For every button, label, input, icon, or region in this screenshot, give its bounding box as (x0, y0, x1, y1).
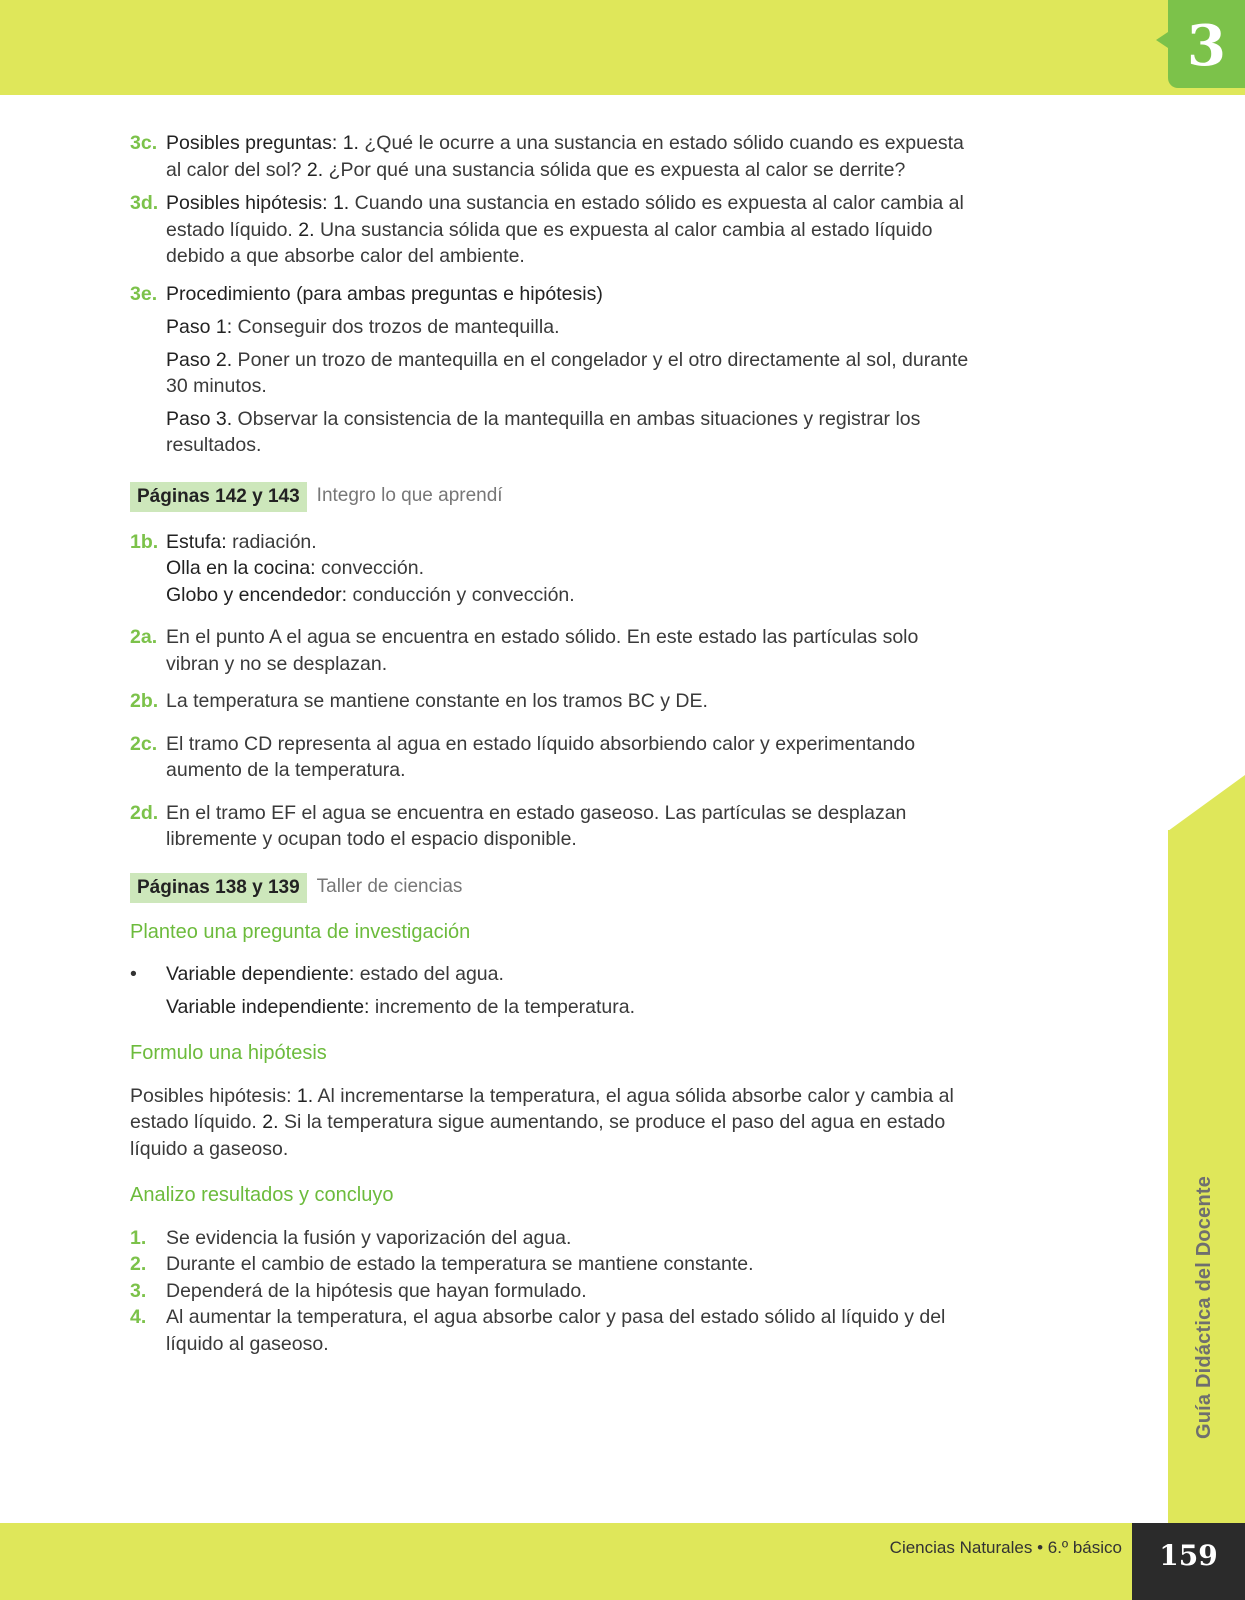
item-label: 1b. (130, 530, 159, 553)
item-text: ¿Qué le ocurre a una sustancia en estado sólido cuando es expuesta al calor del sol? (166, 132, 964, 181)
item-text: El tramo CD representa al agua en estado líquido absorbiendo calor y experimentando aumento de la temperatura. (166, 732, 916, 781)
variable-text: incremento de la temperatura. (369, 995, 636, 1018)
bullet-mark: • (130, 963, 137, 985)
item-text: En el tramo EF el agua se encuentra en estado gaseoso. Las partículas se desplazan libremente y ocupan todo el espacio disponible. (166, 801, 907, 850)
subheading-resultados: Analizo resultados y concluyo (130, 1184, 394, 1206)
item-label: 2c. (130, 732, 158, 755)
variable-text: estado del agua. (354, 963, 504, 985)
list-number: 1. (130, 1226, 147, 1249)
hyp-num: 1. (296, 1084, 314, 1107)
side-band-wedge (1168, 775, 1245, 831)
variable-lead: Variable independiente: (166, 995, 370, 1018)
chapter-number: 3 (1168, 0, 1245, 88)
item-label: 3d. (130, 192, 159, 214)
list-item (130, 1225, 970, 1252)
chapter-tab-notch (1156, 32, 1168, 48)
list-text: Dependerá de la hipótesis que hayan formulado. (166, 1279, 587, 1302)
hyp-num: 2. (262, 1111, 279, 1133)
list-number: 4. (130, 1306, 147, 1328)
item-text: ¿Por qué una sustancia sólida que es expuesta al calor se derrite? (323, 158, 906, 181)
item-3d (130, 190, 970, 270)
pages-badge: Páginas 138 y 139 (130, 873, 307, 903)
step-lead: Paso 3. (166, 407, 233, 430)
top-band (0, 0, 1245, 95)
item-text: La temperatura se mantiene constante en los tramos BC y DE. (166, 690, 708, 712)
item-text: conducción y convección. (347, 583, 575, 606)
step-3 (130, 406, 970, 459)
item-3e (130, 281, 970, 308)
item-label: 2d. (130, 801, 159, 824)
item-2c (130, 731, 970, 784)
step-lead: Paso 1: (166, 316, 233, 338)
item-label: 3c. (130, 132, 158, 154)
step-text: Conseguir dos trozos de mantequilla. (232, 316, 560, 338)
footer-subject: Ciencias Naturales • 6.º básico (889, 1538, 1122, 1557)
list-text: Se evidencia la fusión y vaporización del agua. (166, 1226, 572, 1249)
hyp-text: Si la temperatura sigue aumentando, se produce el paso del agua en estado líquido a gaseoso. (130, 1111, 946, 1160)
item-3c (130, 130, 970, 183)
side-title: Guía Didáctica del Docente (1193, 1175, 1215, 1439)
variable-list (130, 961, 970, 1020)
item-lead: Posibles hipótesis: (166, 192, 328, 214)
item-1b (130, 529, 970, 609)
page-number: 159 (1132, 1523, 1245, 1600)
item-text: En el punto A el agua se encuentra en estado sólido. En este estado las partículas solo vibran y no se desplazan. (166, 626, 919, 675)
list-text: Durante el cambio de estado la temperatura se mantiene constante. (166, 1253, 754, 1275)
item-label: 2a. (130, 626, 158, 648)
item-lead: Globo y encendedor: (166, 583, 348, 606)
item-lead: Estufa: (166, 530, 227, 553)
item-text: Una sustancia sólida que es expuesta al calor cambia al estado líquido debido a que absorbe calor del ambiente. (166, 218, 933, 267)
subheading-pregunta: Planteo una pregunta de investigación (130, 920, 471, 943)
variable-lead: Variable dependiente: (166, 963, 355, 985)
item-lead: Procedimiento (para ambas preguntas e hipótesis) (166, 282, 603, 305)
section-header-142 (130, 482, 970, 512)
list-number: 2. (130, 1253, 147, 1275)
page-content (130, 130, 970, 1357)
list-item (130, 1278, 970, 1305)
list-item (130, 1251, 970, 1278)
item-2b (130, 688, 970, 715)
step-lead: Paso 2. (166, 348, 233, 371)
item-text: radiación. (226, 530, 317, 553)
item-lead: Olla en la cocina: (166, 557, 316, 579)
bottom-band (0, 1523, 1245, 1600)
item-num: 1. (332, 192, 350, 214)
hyp-text: Al incrementarse la temperatura, el agua sólida absorbe calor y cambia al estado líquido. (130, 1084, 954, 1133)
hyp-lead: Posibles hipótesis: (130, 1084, 297, 1107)
item-label: 3e. (130, 282, 158, 305)
section-title: Taller de ciencias (316, 876, 463, 898)
item-2d (130, 800, 970, 853)
section-title: Integro lo que aprendí (316, 485, 503, 507)
results-list (130, 1225, 970, 1358)
list-item (130, 1304, 970, 1357)
item-text: Cuando una sustancia en estado sólido es expuesta al calor cambia al estado líquido. (166, 192, 964, 241)
item-label: 2b. (130, 690, 159, 712)
step-text: Observar la consistencia de la mantequilla en ambas situaciones y registrar los resultados. (166, 407, 921, 456)
step-text: Poner un trozo de mantequilla en el congelador y el otro directamente al sol, durante 30 minutos. (166, 348, 969, 397)
hypothesis-paragraph (130, 1083, 970, 1163)
step-1 (130, 314, 970, 341)
section-header-138 (130, 873, 970, 903)
list-number: 3. (130, 1279, 147, 1302)
item-text: convección. (315, 557, 424, 579)
step-2 (130, 347, 970, 400)
item-lead: Posibles preguntas: (166, 132, 338, 154)
item-num: 2. (298, 218, 315, 241)
subheading-hipotesis: Formulo una hipótesis (130, 1042, 327, 1064)
pages-badge: Páginas 142 y 143 (130, 482, 307, 512)
item-2a (130, 624, 970, 677)
list-text: Al aumentar la temperatura, el agua absorbe calor y pasa del estado sólido al líquido y del líquido al gaseoso. (166, 1306, 946, 1355)
item-num: 1. (342, 132, 359, 154)
item-num: 2. (306, 158, 324, 181)
